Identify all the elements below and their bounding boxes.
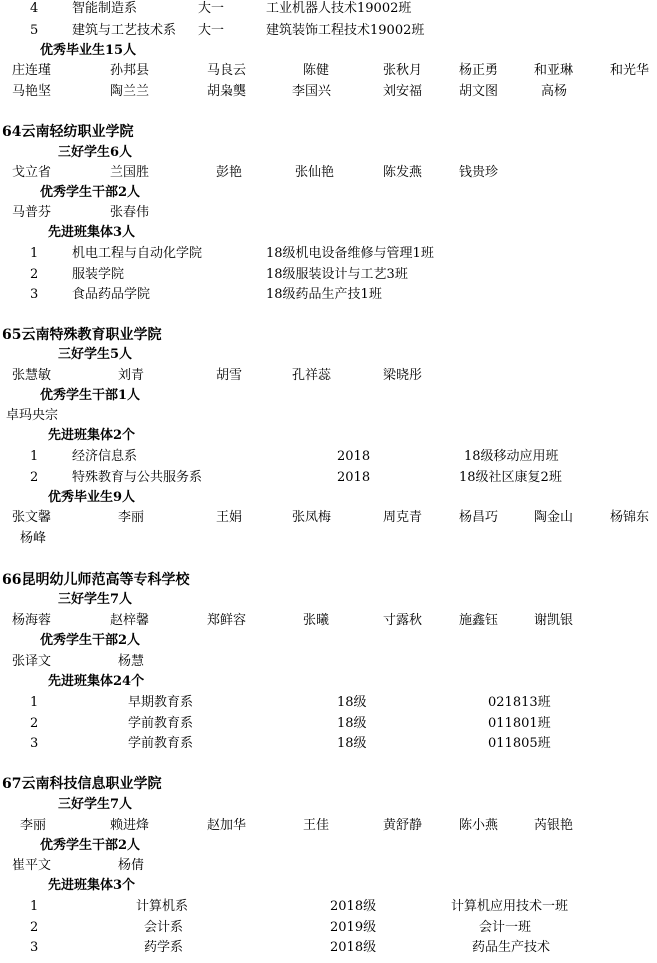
- department: 计算机系: [136, 899, 189, 914]
- person-name: 陶兰兰: [110, 84, 150, 99]
- ganbu-label: 优秀学生干部2人: [40, 633, 141, 648]
- person-name: 庄连瑾: [12, 63, 52, 78]
- class-label: 先进班集体3个: [48, 878, 136, 893]
- school-title: 65云南特殊教育职业学院: [2, 327, 162, 343]
- person-name: 张慧敏: [12, 368, 52, 383]
- person-name: 戈立省: [12, 165, 52, 180]
- grade: 大一: [198, 23, 225, 38]
- department: 药学系: [144, 940, 184, 955]
- person-name: 杨锦东: [610, 510, 650, 525]
- person-name: 张春伟: [110, 205, 150, 220]
- person-name: 马普芬: [12, 205, 52, 220]
- row-number: 5: [30, 23, 39, 38]
- class-name: 18级服装设计与工艺3班: [266, 267, 408, 282]
- department: 学前教育系: [128, 736, 194, 751]
- person-name: 和亚琳: [534, 63, 574, 78]
- grade: 2018: [337, 449, 371, 464]
- row-number: 2: [30, 920, 39, 935]
- class-name: 18级药品生产技1班: [266, 287, 382, 302]
- person-name: 陶金山: [534, 510, 574, 525]
- row-number: 4: [30, 1, 39, 16]
- sanhao-label: 三好学生7人: [58, 592, 133, 607]
- person-name: 陈小燕: [459, 818, 499, 833]
- person-name: 杨倩: [118, 858, 145, 873]
- grade: 18级: [337, 695, 367, 710]
- person-name: 杨慧: [118, 654, 145, 669]
- sanhao-label: 三好学生6人: [58, 145, 133, 160]
- department: 学前教育系: [128, 716, 194, 731]
- person-name: 马艳坚: [12, 84, 52, 99]
- person-name: 陈健: [303, 63, 330, 78]
- sanhao-label: 三好学生7人: [58, 797, 133, 812]
- person-name: 张文馨: [12, 510, 52, 525]
- person-name: 刘青: [118, 368, 145, 383]
- grade: 18级: [337, 716, 367, 731]
- grade: 18级: [337, 736, 367, 751]
- person-name: 张仙艳: [295, 165, 335, 180]
- person-name: 王娟: [216, 510, 243, 525]
- class-name: 药品生产技术: [472, 940, 551, 955]
- person-name: 张曦: [303, 613, 330, 628]
- person-name: 孙邦县: [110, 63, 150, 78]
- person-name: 赵梓馨: [110, 613, 150, 628]
- ganbu-label: 优秀学生干部2人: [40, 838, 141, 853]
- person-name: 卓玛央宗: [6, 408, 59, 423]
- person-name: 胡雪: [216, 368, 243, 383]
- person-name: 崔平文: [12, 858, 52, 873]
- department: 早期教育系: [128, 695, 194, 710]
- person-name: 张译文: [12, 654, 52, 669]
- grade: 2018级: [330, 899, 377, 914]
- person-name: 和光华: [610, 63, 650, 78]
- person-name: 施鑫钰: [459, 613, 499, 628]
- person-name: 赖进烽: [110, 818, 150, 833]
- person-name: 寸露秋: [383, 613, 423, 628]
- person-name: 赵加华: [207, 818, 247, 833]
- class-label: 先进班集体24个: [48, 674, 145, 689]
- row-number: 3: [30, 736, 39, 751]
- grade: 2018: [337, 470, 371, 485]
- school-title: 64云南轻纺职业学院: [2, 124, 134, 140]
- class-name: 021813班: [488, 695, 551, 710]
- grade: 2019级: [330, 920, 377, 935]
- department: 服装学院: [72, 267, 125, 282]
- grade: 2018级: [330, 940, 377, 955]
- person-name: 梁晓彤: [383, 368, 423, 383]
- person-name: 郑鲜容: [207, 613, 247, 628]
- row-number: 1: [30, 449, 39, 464]
- class-name: 18级移动应用班: [464, 449, 559, 464]
- person-name: 李国兴: [292, 84, 332, 99]
- person-name: 刘安福: [383, 84, 423, 99]
- person-name: 高杨: [541, 84, 568, 99]
- class-name: 计算机应用技术一班: [451, 899, 569, 914]
- ganbu-label: 优秀学生干部1人: [40, 388, 141, 403]
- class-name: 011801班: [488, 716, 551, 731]
- school-title: 66昆明幼儿师范高等专科学校: [2, 572, 190, 588]
- person-name: 杨海蓉: [12, 613, 52, 628]
- class-name: 工业机器人技术19002班: [266, 1, 412, 16]
- person-name: 李丽: [20, 818, 47, 833]
- row-number: 1: [30, 899, 39, 914]
- person-name: 杨峰: [20, 531, 47, 546]
- row-number: 3: [30, 940, 39, 955]
- person-name: 陈发燕: [383, 165, 423, 180]
- department: 经济信息系: [72, 449, 138, 464]
- department: 特殊教育与公共服务系: [72, 470, 203, 485]
- person-name: 王佳: [303, 818, 330, 833]
- person-name: 杨昌巧: [459, 510, 499, 525]
- department: 机电工程与自动化学院: [72, 246, 203, 261]
- department: 智能制造系: [72, 1, 138, 16]
- person-name: 兰国胜: [110, 165, 150, 180]
- class-name: 建筑装饰工程技术19002班: [266, 23, 425, 38]
- department: 食品药品学院: [72, 287, 151, 302]
- row-number: 2: [30, 716, 39, 731]
- person-name: 芮银艳: [534, 818, 574, 833]
- class-name: 011805班: [488, 736, 551, 751]
- class-name: 18级机电设备维修与管理1班: [266, 246, 434, 261]
- person-name: 张凤梅: [292, 510, 332, 525]
- person-name: 胡文图: [459, 84, 499, 99]
- row-number: 3: [30, 287, 39, 302]
- person-name: 孔祥蕊: [292, 368, 332, 383]
- grad-label: 优秀毕业生9人: [48, 490, 136, 505]
- person-name: 张秋月: [383, 63, 423, 78]
- person-name: 胡枭龑: [207, 84, 247, 99]
- sanhao-label: 三好学生5人: [58, 347, 133, 362]
- row-number: 2: [30, 267, 39, 282]
- person-name: 钱贵珍: [459, 165, 499, 180]
- person-name: 周克青: [383, 510, 423, 525]
- person-name: 杨正勇: [459, 63, 499, 78]
- class-label: 先进班集体3人: [48, 225, 136, 240]
- class-name: 18级社区康复2班: [459, 470, 562, 485]
- department: 建筑与工艺技术系: [72, 23, 177, 38]
- row-number: 1: [30, 695, 39, 710]
- person-name: 黄舒静: [383, 818, 423, 833]
- person-name: 谢凯银: [534, 613, 574, 628]
- department: 会计系: [144, 920, 184, 935]
- row-number: 1: [30, 246, 39, 261]
- class-label: 先进班集体2个: [48, 428, 136, 443]
- school-title: 67云南科技信息职业学院: [2, 776, 162, 792]
- grad-label: 优秀毕业生15人: [40, 43, 137, 58]
- grade: 大一: [198, 1, 225, 16]
- person-name: 李丽: [118, 510, 145, 525]
- person-name: 彭艳: [216, 165, 243, 180]
- ganbu-label: 优秀学生干部2人: [40, 185, 141, 200]
- class-name: 会计一班: [479, 920, 532, 935]
- person-name: 马良云: [207, 63, 247, 78]
- row-number: 2: [30, 470, 39, 485]
